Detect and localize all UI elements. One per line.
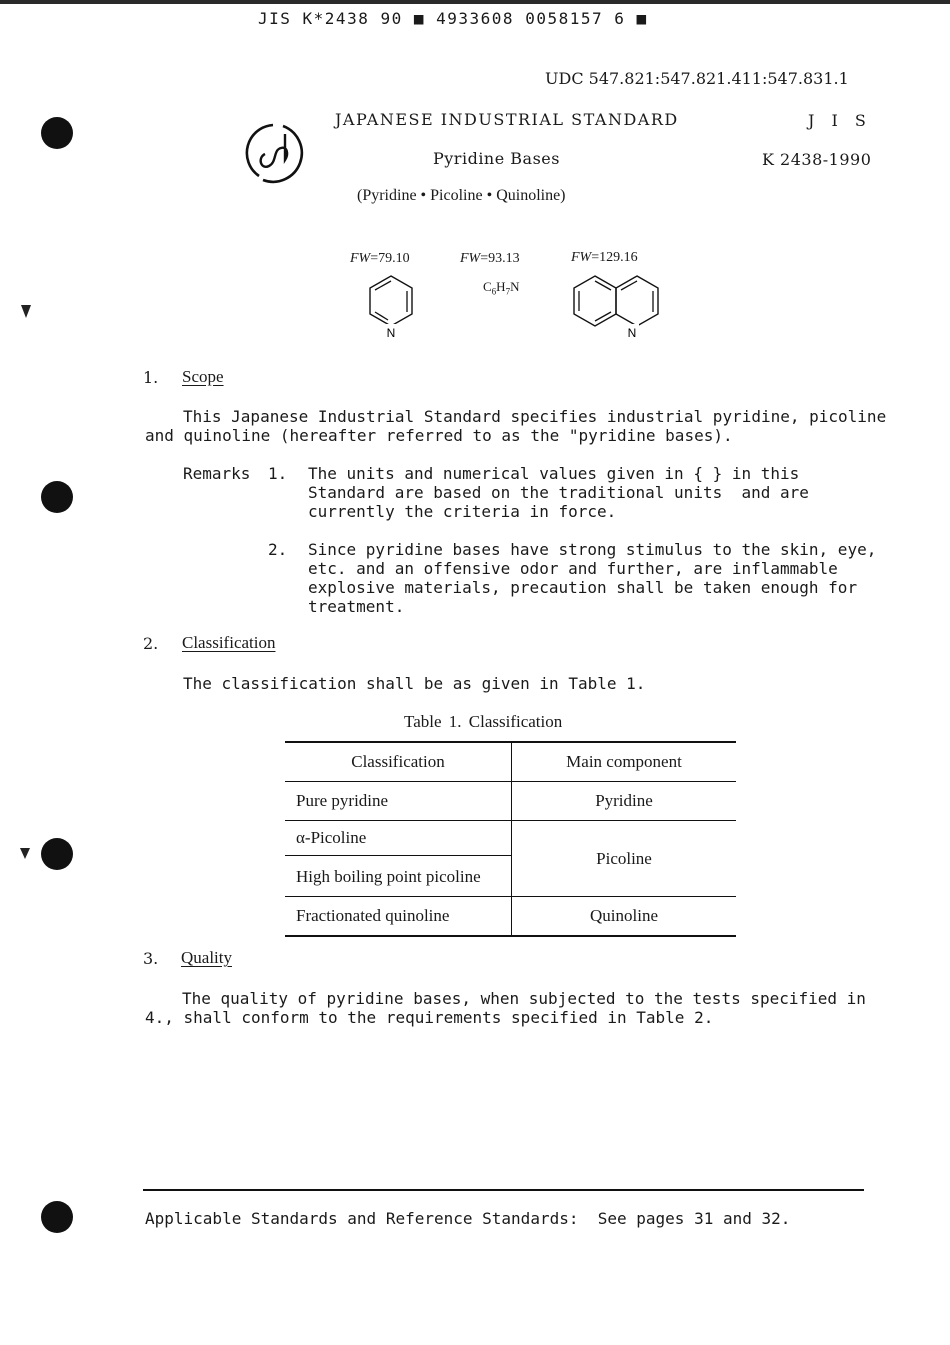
remark-text: Since pyridine bases have strong stimulus to the skin, eye, etc. and an offensive odor and further, are inflammable explosive materials, precaution shall be taken enough for treatment. (308, 540, 877, 616)
section-number: 2. (143, 634, 159, 653)
table-row (285, 897, 736, 937)
quinoline-structure (566, 270, 662, 344)
table-cell: Pyridine (595, 791, 653, 810)
table-header: Main component (512, 742, 737, 782)
fw-quinoline: FW=129.16 (571, 250, 638, 265)
table-row (285, 821, 736, 856)
page-title: Pyridine Bases (433, 149, 560, 168)
scan-speck (18, 845, 32, 861)
table-cell: α-Picoline (285, 821, 512, 856)
binder-hole (41, 1201, 73, 1233)
table-header: Classification (285, 742, 512, 782)
jis-logo-icon (243, 120, 307, 186)
section-title-classification: Classification (182, 633, 276, 652)
binder-hole (41, 117, 73, 149)
jis-label: J I S (808, 111, 872, 130)
table-caption: Table 1. Classification (404, 712, 563, 731)
table-cell: Pure pyridine (285, 782, 512, 821)
picoline-formula: $C_6H_7N$ (483, 279, 520, 297)
classification-paragraph: The classification shall be as given in Table 1. (183, 674, 646, 693)
footer-note: Applicable Standards and Reference Standards: See pages 31 and 32. (145, 1209, 791, 1228)
section-number: 1. (143, 368, 159, 387)
fw-pyridine: FW=79.10 (350, 251, 410, 266)
remarks-label: Remarks (183, 464, 251, 483)
scan-speck (18, 300, 34, 322)
fw-picoline: FW=93.13 (460, 251, 520, 266)
scope-paragraph: This Japanese Industrial Standard specifies industrial pyridine, picoline and quinoline (hereafter referred to as the "pyridine bases). (145, 407, 887, 445)
pyridine-structure (362, 270, 420, 344)
table-cell: Picoline (512, 821, 737, 897)
standard-number: K 2438-1990 (762, 150, 872, 169)
table-cell: High boiling point picoline (285, 856, 512, 897)
top-rule (0, 0, 950, 4)
section-title-quality: Quality (181, 948, 232, 967)
section-number: 3. (143, 949, 159, 968)
udc-code: UDC 547.821:547.821.411:547.831.1 (545, 69, 849, 88)
quinoline-n-atom: N (627, 326, 637, 340)
footer-rule (143, 1189, 864, 1191)
table-row (285, 782, 736, 821)
pyridine-n-atom: N (386, 326, 396, 340)
remark-number: 1. (268, 464, 288, 483)
quality-paragraph: The quality of pyridine bases, when subjected to the tests specified in 4., shall conform to the requirements specified in Table 2. (145, 989, 866, 1027)
binder-hole (41, 838, 73, 870)
binder-hole (41, 481, 73, 513)
standard-title: JAPANESE INDUSTRIAL STANDARD (335, 110, 679, 129)
table-cell: Fractionated quinoline (285, 897, 512, 937)
table-cell: Quinoline (512, 897, 737, 937)
subtitle: (Pyridine • Picoline • Quinoline) (357, 187, 566, 204)
header-code: JIS K*2438 90 ■ 4933608 0058157 6 ■ (258, 9, 648, 28)
section-title-scope: Scope (182, 367, 224, 386)
remark-number: 2. (268, 540, 288, 559)
classification-table (285, 741, 736, 937)
remark-text: The units and numerical values given in { } in this Standard are based on the traditional units and are currently the criteria in force. (308, 464, 809, 521)
